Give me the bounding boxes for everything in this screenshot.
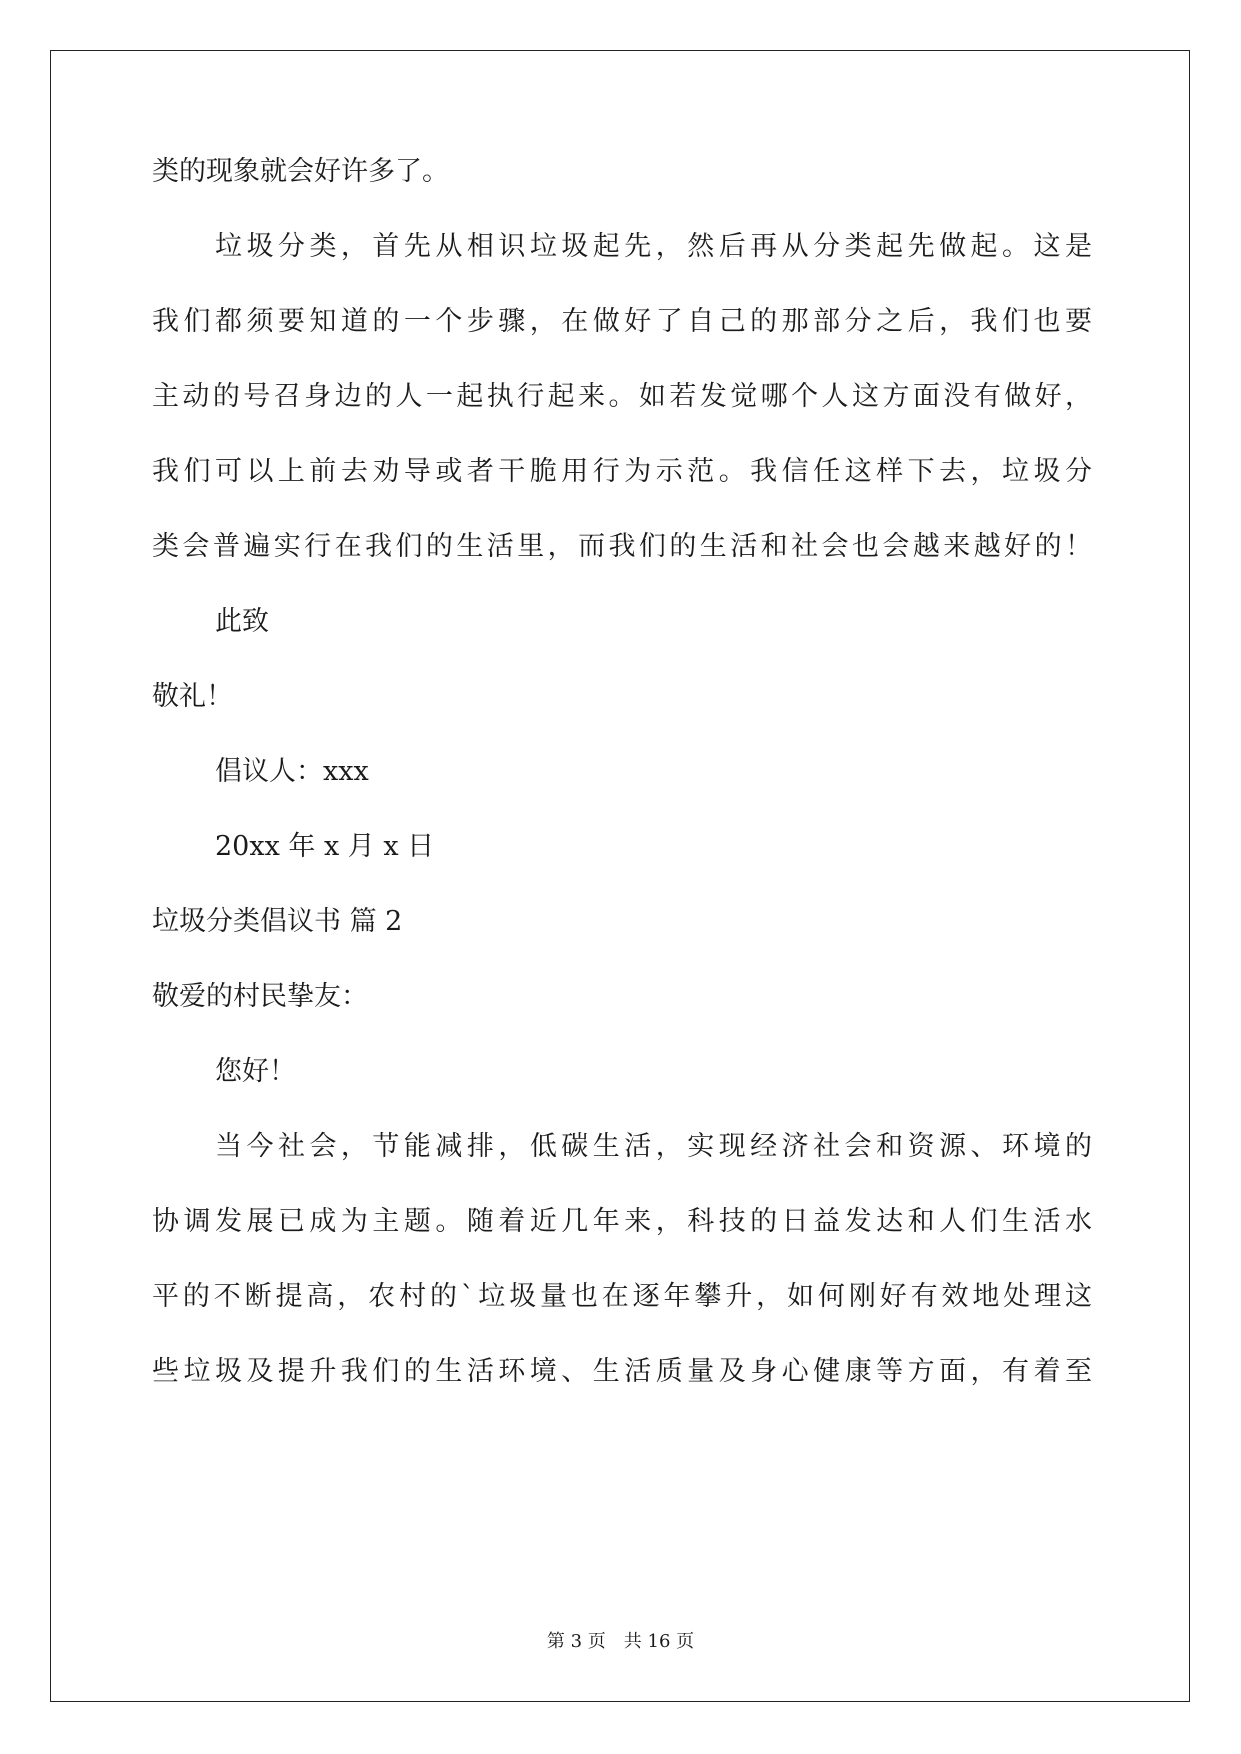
text-line: 些垃圾及提升我们的生活环境、生活质量及身心健康等方面，有着至	[152, 1356, 1092, 1387]
section-heading: 垃圾分类倡议书 篇 2	[152, 906, 403, 937]
text-line: 垃圾分类，首先从相识垃圾起先，然后再从分类起先做起。这是	[215, 231, 1092, 262]
greeting-hello: 您好！	[215, 1056, 296, 1087]
text-line: 主动的号召身边的人一起执行起来。如若发觉哪个人这方面没有做好，	[152, 381, 1092, 412]
text-line: 我们可以上前去劝导或者干脆用行为示范。我信任这样下去，垃圾分	[152, 456, 1092, 487]
closing-regards: 敬礼！	[152, 681, 233, 712]
text-line: 类的现象就会好许多了。	[152, 156, 449, 187]
text-line: 平的不断提高，农村的`垃圾量也在逐年攀升，如何刚好有效地处理这	[152, 1281, 1092, 1312]
letter-date: 20xx 年 x 月 x 日	[215, 831, 435, 862]
greeting: 敬爱的村民挚友：	[152, 981, 368, 1012]
closing-salutation: 此致	[215, 606, 269, 637]
text-line: 当今社会，节能减排，低碳生活，实现经济社会和资源、环境的	[215, 1131, 1092, 1162]
page-footer: 第 3 页 共 16 页	[546, 1631, 695, 1652]
signatory: 倡议人：xxx	[215, 756, 369, 787]
text-line: 协调发展已成为主题。随着近几年来，科技的日益发达和人们生活水	[152, 1206, 1092, 1237]
text-line: 我们都须要知道的一个步骤，在做好了自己的那部分之后，我们也要	[152, 306, 1092, 337]
page-border	[50, 50, 1190, 1702]
text-line: 类会普遍实行在我们的生活里，而我们的生活和社会也会越来越好的！	[152, 531, 1092, 562]
